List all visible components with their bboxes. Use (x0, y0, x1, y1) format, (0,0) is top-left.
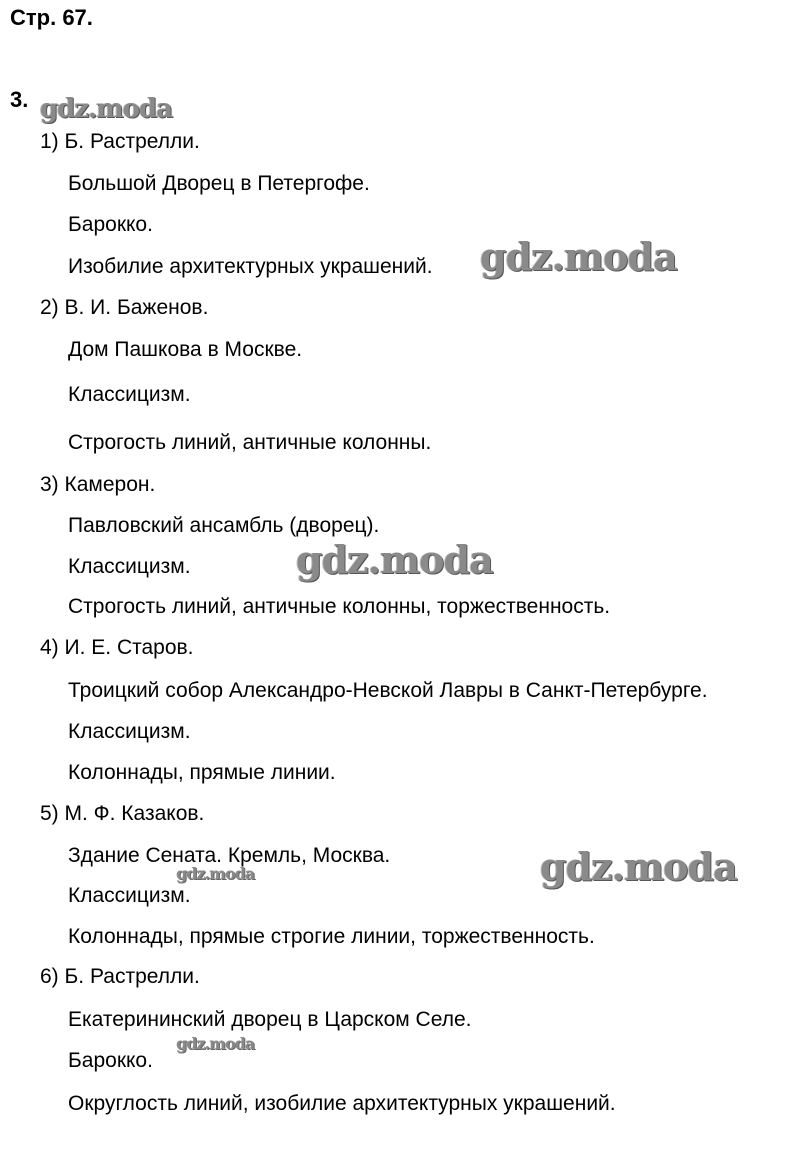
answer-5-features: Колоннады, прямые строгие линии, торжественность. (68, 925, 595, 948)
answer-4-building: Троицкий собор Александро-Невской Лавры в Санкт-Петербурге. (68, 679, 708, 702)
watermark-logo: gdz.moda (40, 94, 173, 124)
watermark-logo: gdz.moda (296, 537, 493, 582)
task-number: 3. (10, 87, 29, 112)
answer-3-features: Строгость линий, античные колонны, торжественность. (68, 595, 611, 618)
answer-5-style: Классицизм. (68, 884, 191, 907)
watermark-logo: gdz.moda (480, 234, 677, 279)
answer-2-features: Строгость линий, античные колонны. (68, 431, 432, 454)
answer-1-features: Изобилие архитектурных украшений. (68, 255, 433, 278)
page-title: Стр. 67. (10, 5, 93, 30)
answer-2-architect: 2) В. И. Баженов. (40, 296, 209, 319)
answer-1-architect: 1) Б. Растрелли. (40, 130, 200, 153)
answer-3-building: Павловский ансамбль (дворец). (68, 514, 380, 537)
answer-5-architect: 5) М. Ф. Казаков. (40, 802, 205, 825)
answer-3-architect: 3) Камерон. (40, 473, 156, 496)
answer-6-style: Барокко. (68, 1049, 153, 1072)
answer-6-building: Екатерининский дворец в Царском Селе. (68, 1008, 472, 1031)
answer-4-architect: 4) И. Е. Старов. (40, 636, 194, 659)
watermark-logo: gdz.moda (176, 864, 255, 883)
answer-4-features: Колоннады, прямые линии. (68, 761, 336, 784)
answer-2-style: Классицизм. (68, 383, 191, 406)
answer-6-architect: 6) Б. Растрелли. (40, 965, 200, 988)
answer-4-style: Классицизм. (68, 720, 191, 743)
answer-5-building: Здание Сената. Кремль, Москва. (68, 844, 391, 867)
answer-3-style: Классицизм. (68, 555, 191, 578)
answer-1-building: Большой Дворец в Петергофе. (68, 172, 370, 195)
answer-6-features: Округлость линий, изобилие архитектурных украшений. (68, 1092, 616, 1115)
answer-1-style: Барокко. (68, 213, 153, 236)
watermark-logo: gdz.moda (176, 1034, 255, 1053)
answer-2-building: Дом Пашкова в Москве. (68, 338, 303, 361)
watermark-logo: gdz.moda (540, 844, 737, 889)
